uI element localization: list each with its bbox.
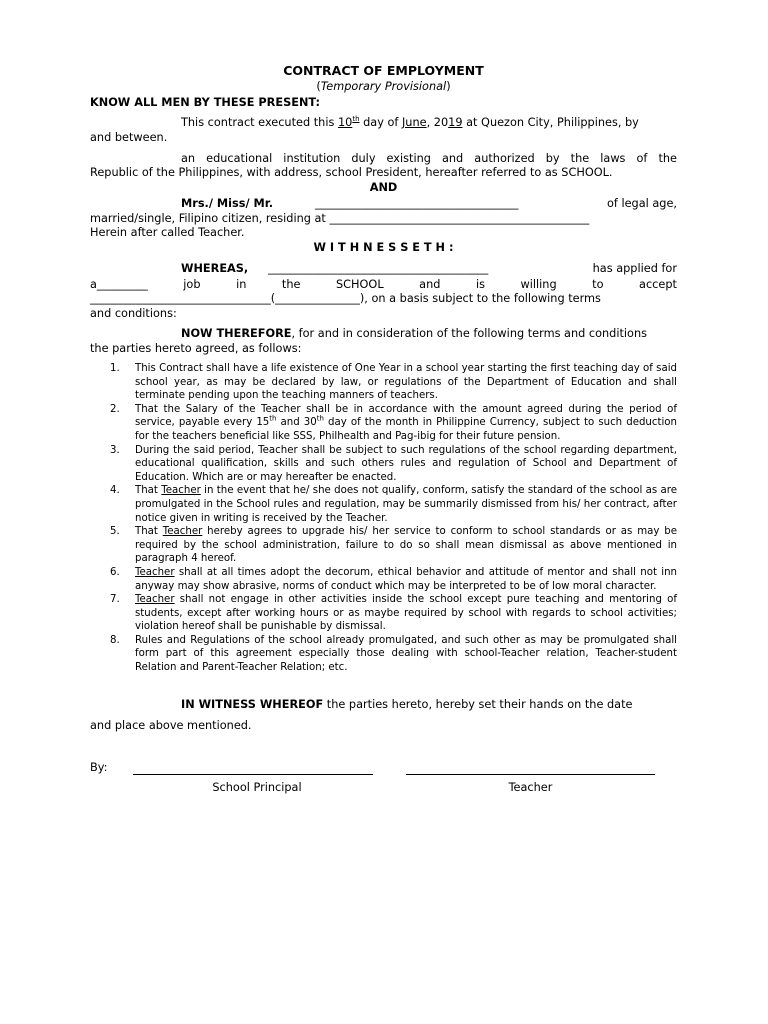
heading-know-all-men: KNOW ALL MEN BY THESE PRESENT: bbox=[90, 96, 321, 109]
whereas-label: WHEREAS, bbox=[181, 262, 249, 275]
school-line-1: an educational institution duly existing and authorized by the laws of the bbox=[181, 152, 677, 165]
school-line-2: Republic of the Philippines, with address, school President, hereafter referred to as SCHOOL. bbox=[90, 166, 613, 179]
whereas-blank: _______________________________________ bbox=[268, 262, 489, 275]
terms-list bbox=[110, 362, 677, 675]
teacher-signature-line bbox=[406, 774, 655, 775]
term-item-2: 2. That the Salary of the Teacher shall be in accordance with the amount agreed during the period of service, payable every 15th and 30th day of the month in Philippine Currency, subject to such deduction for the teachers beneficial like SSS, Philhealth and Pag-ibig for their future pension. bbox=[110, 403, 677, 442]
term-item-1: 1. This Contract shall have a life existence of One Year in a school year starting the first teaching day of said school year, as may be declared by law, or regulations of the Department of Education and shall terminate pending upon the teaching manners of teachers. bbox=[110, 363, 677, 402]
teacher-signature-label: Teacher bbox=[508, 781, 553, 794]
intro-line-2: and between. bbox=[90, 131, 168, 144]
document-subtitle: (Temporary Provisional) bbox=[316, 80, 451, 93]
by-label: By: bbox=[90, 761, 108, 774]
whereas-line-4: and conditions: bbox=[90, 307, 177, 320]
teacher-salutation: Mrs./ Miss/ Mr. bbox=[181, 197, 274, 210]
whereas-has-applied: has applied for bbox=[592, 262, 677, 275]
intro-line-1: This contract executed this 10th day of June, 2019 at Quezon City, Philippines, by bbox=[181, 115, 639, 129]
whereas-line-3: ________________________________(_______________), on a basis subject to the following terms bbox=[90, 292, 601, 305]
now-therefore-line-2: the parties hereto agreed, as follows: bbox=[90, 342, 302, 355]
term-item-8: 8. Rules and Regulations of the school already promulgated, and such other as may be promulgated shall form part of this agreement especially those dealing with school-Teacher relation, Teacher-student Relation and Parent-Teacher Relation; etc. bbox=[110, 634, 677, 674]
document-title: CONTRACT OF EMPLOYMENT bbox=[283, 63, 484, 78]
term-item-7: 7. Teacher shall not engage in other activities inside the school except pure teaching and mentoring of students, except after working hours or as maybe required by school with regards to school activities; violation hereof shall be punishable by dismissal. bbox=[110, 594, 677, 633]
witness-line-1: IN WITNESS WHEREOF the parties hereto, hereby set their hands on the date bbox=[181, 698, 633, 711]
teacher-name-blank: ____________________________________ bbox=[315, 197, 519, 210]
principal-signature-line bbox=[133, 774, 373, 775]
of-legal-age: of legal age, bbox=[606, 197, 677, 210]
term-item-6: 6. Teacher shall at all times adopt the decorum, ethical behavior and attitude of mentor and shall not inn anyway may show abrasive, norms of conduct which may be interpreted to be of low moral character. bbox=[110, 566, 677, 592]
now-therefore-line-1: NOW THEREFORE, for and in consideration of the following terms and conditions bbox=[181, 327, 648, 340]
whereas-line-2: a_________ job in the SCHOOL and is willing to accept bbox=[90, 278, 677, 291]
teacher-line-3: Herein after called Teacher. bbox=[90, 226, 245, 239]
teacher-residence-line: married/single, Filipino citizen, residing at ______________________________________________ bbox=[90, 212, 590, 225]
principal-signature-label: School Principal bbox=[212, 781, 302, 794]
term-item-4: 4. That Teacher in the event that he/ she does not qualify, conform, satisfy the standard of the school as are promulgated in the School rules and regulation, may be summarily dismissed from his/ her contract, after notice given in writing is received by the Teacher. bbox=[110, 485, 678, 524]
term-item-5: 5. That Teacher hereby agrees to upgrade his/ her service to conform to school standards or as may be required by the school administration, failure to do so shall mean dismissal as above mentioned in paragraph 4 hereof. bbox=[110, 526, 677, 565]
witnesseth-heading: W I T H N E S S E T H : bbox=[313, 241, 454, 254]
witness-line-2: and place above mentioned. bbox=[90, 719, 252, 732]
and-label: AND bbox=[369, 181, 398, 194]
term-item-3: 3. During the said period, Teacher shall be subject to such regulations of the school regarding department, educational qualification, skills and such others rules and regulation of School and Department of Education. Which are or may hereafter be enacted. bbox=[110, 444, 677, 483]
